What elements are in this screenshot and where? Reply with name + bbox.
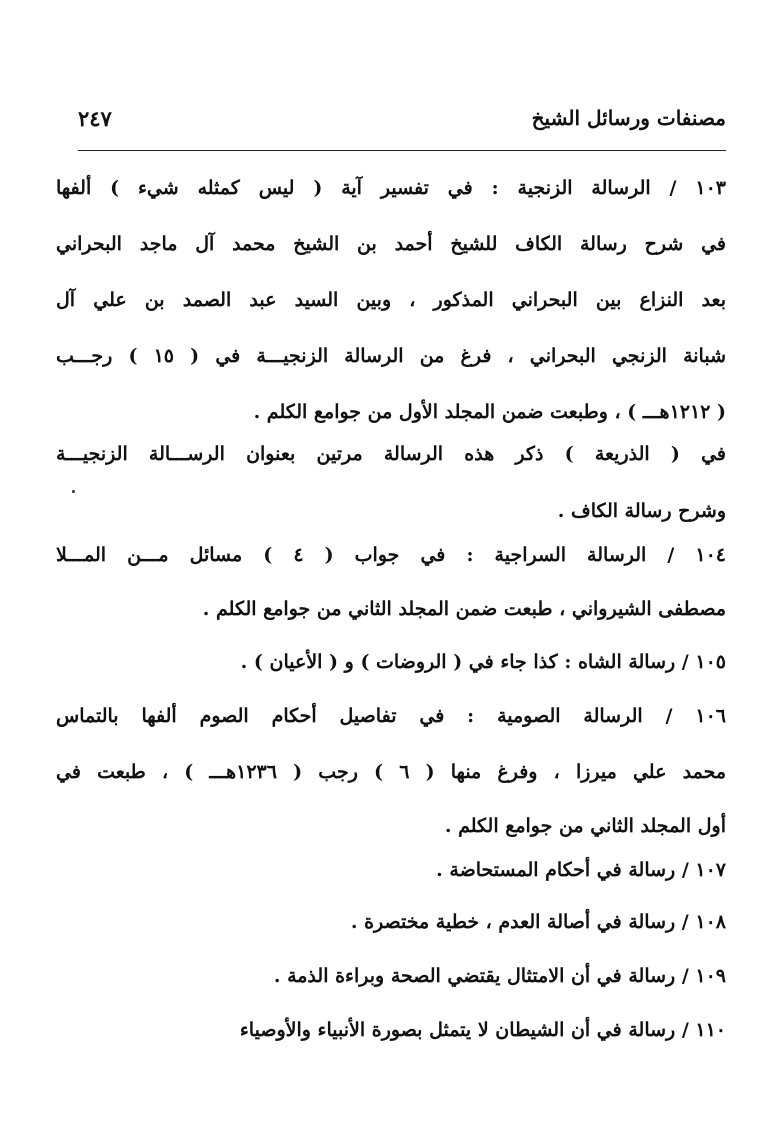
text-line-12: محمد علي ميرزا ، وفرغ منها ( ٦ ) رجب ( ١٢٣٦هـــ ) ، طبعت في: [56, 761, 727, 783]
text-line-1: ١٠٣ / الرسالة الزنجية : في تفسير آية ( ليس كمثله شيء ) ألفها: [56, 177, 726, 199]
text-line-5: ( ١٢١٢هـــ ) ، وطبعت ضمن المجلد الأول من جوامع الكلم .: [253, 401, 726, 423]
text-line-11: ١٠٦ / الرسالة الصومية : في تفاصيل أحكام الصوم ألفها بالتماس: [56, 705, 726, 727]
text-line-9: مصطفى الشيرواني ، طبعت ضمن المجلد الثاني من جوامع الكلم .: [202, 598, 726, 620]
text-line-10: ١٠٥ / رسالة الشاه : كذا جاء في ( الروضات ) و ( الأعيان ) .: [240, 651, 726, 673]
text-line-6: في ( الذريعة ) ذكر هذه الرسالة مرتين بعنوان الرســـالة الزنجيـــة: [56, 443, 726, 465]
text-line-2: في شرح رسالة الكاف للشيخ أحمد بن الشيخ محمد آل ماجد البحراني: [56, 233, 726, 255]
running-title: مصنفات ورسائل الشيخ: [531, 106, 726, 130]
page-header: [78, 100, 726, 148]
text-line-13: أول المجلد الثاني من جوامع الكلم .: [444, 815, 726, 837]
text-line-15: ١٠٨ / رسالة في أصالة العدم ، خطية مختصرة .: [350, 911, 726, 933]
text-line-16: ١٠٩ / رسالة في أن الامتثال يقتضي الصحة وبراءة الذمة .: [273, 965, 726, 987]
header-rule: [78, 150, 726, 151]
page-number: ٢٤٧: [78, 106, 112, 131]
text-line-14: ١٠٧ / رسالة في أحكام المستحاضة .: [436, 859, 726, 881]
text-line-4: شبانة الزنجي البحراني ، فرغ من الرسالة الزنجيـــة في ( ١٥ ) رجـــب: [56, 345, 726, 367]
text-line-17: ١١٠ / رسالة في أن الشيطان لا يتمثل بصورة الأنبياء والأوصياء: [239, 1019, 726, 1041]
stray-mark: [72, 490, 75, 493]
text-line-3: بعد النزاع بين البحراني المذكور ، وبين السيد عبد الصمد بن علي آل: [56, 289, 726, 311]
text-line-7: وشرح رسالة الكاف .: [557, 500, 726, 522]
text-line-8: ١٠٤ / الرسالة السراجية : في جواب ( ٤ ) مسائل مـــن المـــلا: [56, 544, 726, 566]
